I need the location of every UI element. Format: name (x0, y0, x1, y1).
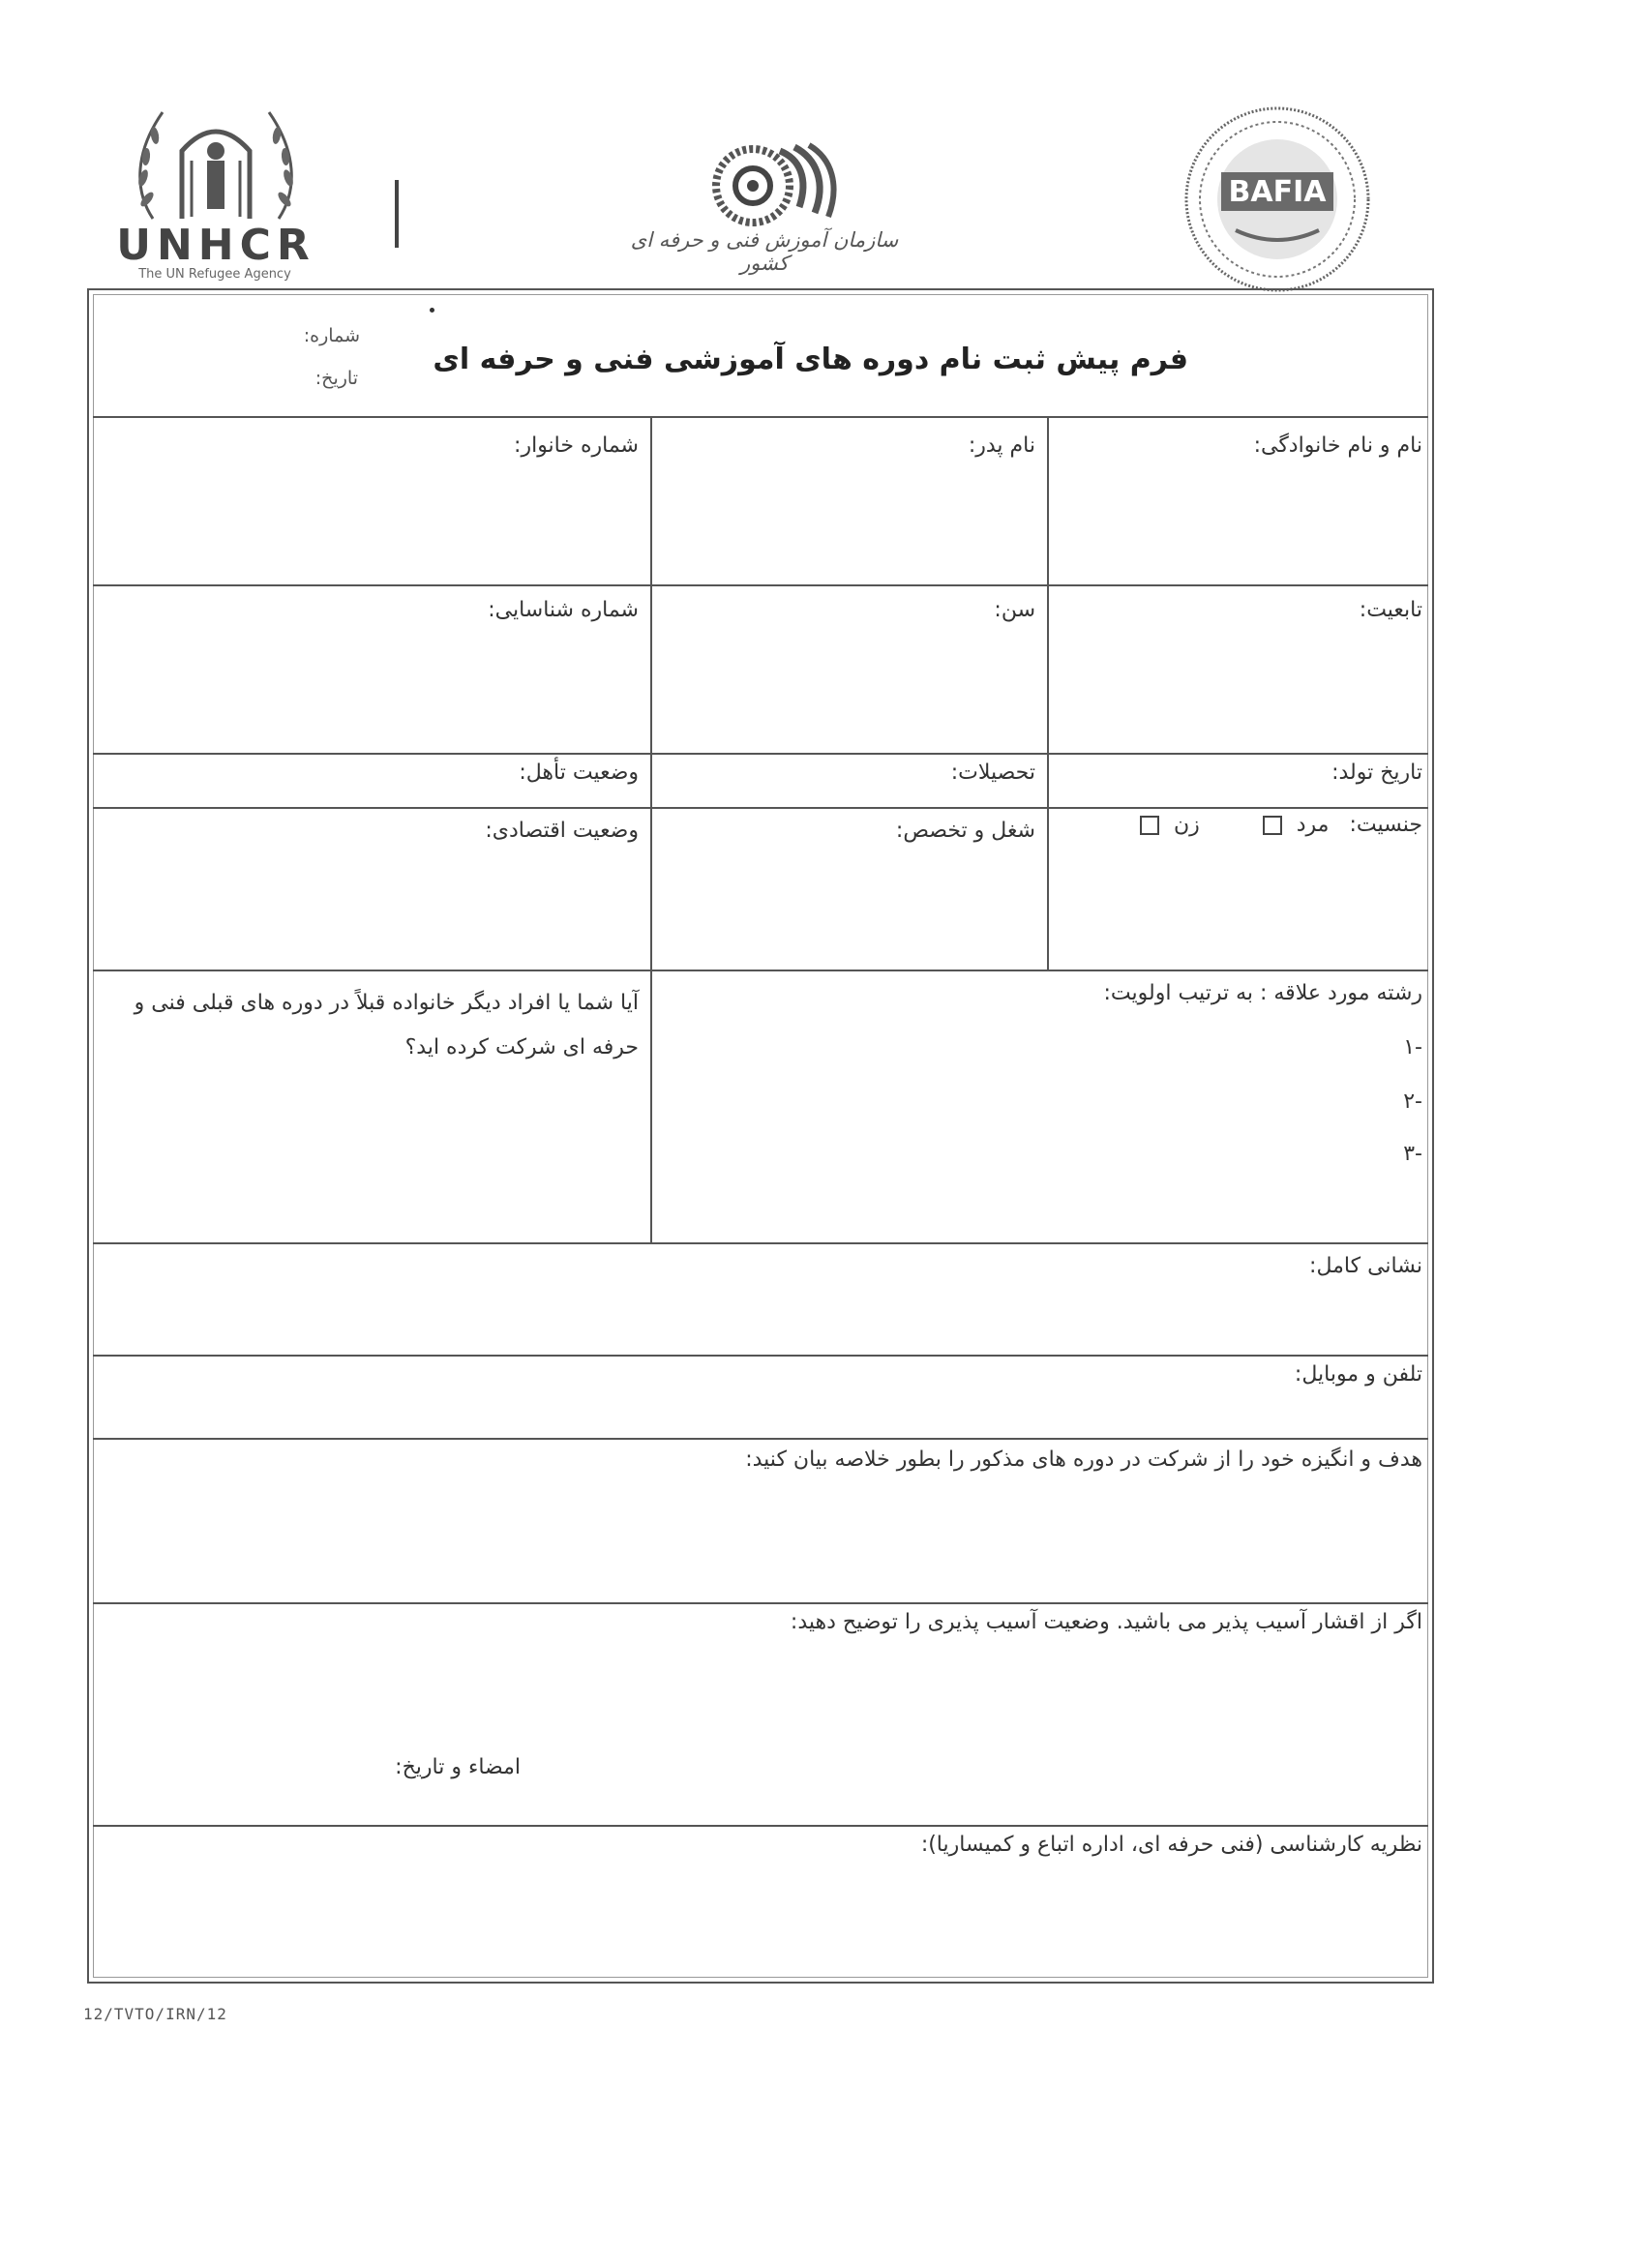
divider-row4 (93, 970, 1428, 971)
col-divider-left (650, 416, 652, 971)
father-name-label: نام پدر: (968, 433, 1035, 458)
previous-participation-question: آیا شما یا افراد دیگر خانواده قبلاً در دوره های قبلی فنی و حرفه ای شرکت کرده اید؟ (134, 991, 639, 1059)
economic-status-label: وضعیت اقتصادی: (485, 819, 639, 843)
unhcr-wordmark: UNHCR (116, 221, 315, 270)
bafa-seal-icon (1182, 104, 1372, 294)
divider-row2 (93, 753, 1428, 755)
signature-date-label: امضاء و تاریخ: (395, 1755, 521, 1779)
divider-title (93, 416, 1428, 418)
col-divider-row5 (650, 970, 652, 1242)
gender-male-checkbox[interactable] (1263, 816, 1282, 835)
gender-male-label: مرد (1296, 813, 1330, 837)
divider-row1 (93, 584, 1428, 586)
form-frame-inner (93, 294, 1428, 1978)
dot-mark (430, 308, 434, 313)
unhcr-tagline: The UN Refugee Agency (138, 267, 291, 282)
motivation-label: هدف و انگیزه خود را از شرکت در دوره های مذکور را بطور خلاصه بیان کنید: (745, 1447, 1422, 1472)
divider-row3 (93, 807, 1428, 809)
tvto-organization-name: سازمان آموزش فنی و حرفه ای کشور (630, 228, 899, 275)
gender-field (1132, 813, 1422, 837)
interest-item-3: -۳ (1403, 1142, 1422, 1166)
full-name-label: نام و نام خانوادگی: (1253, 433, 1422, 458)
age-label: سن: (994, 598, 1035, 622)
id-number-label: شماره شناسایی: (488, 598, 639, 622)
form-date-label: تاریخ: (314, 368, 358, 389)
divider-phone (93, 1438, 1428, 1440)
education-label: تحصیلات: (950, 761, 1035, 785)
marital-status-label: وضعیت تأهل: (519, 761, 639, 785)
gender-label: جنسیت: (1349, 813, 1422, 837)
gender-female-checkbox[interactable] (1140, 816, 1159, 835)
divider-vulnerable (93, 1825, 1428, 1827)
occupation-label: شغل و تخصص: (895, 819, 1035, 843)
gender-female-label: زن (1173, 813, 1200, 837)
divider-goal (93, 1602, 1428, 1604)
form-number-label: شماره: (303, 325, 360, 346)
household-number-label: شماره خانوار: (514, 433, 639, 458)
interest-field-label: رشته مورد علاقه : به ترتیب اولویت: (1103, 981, 1422, 1005)
header-divider (395, 180, 399, 248)
phone-mobile-label: تلفن و موبایل: (1294, 1362, 1422, 1387)
birth-date-label: تاریخ تولد: (1331, 761, 1422, 785)
expert-opinion-label: نظریه کارشناسی (فنی حرفه ای، اداره اتباع و کمیساریا): (920, 1833, 1422, 1857)
form-code: 12/TVTO/IRN/12 (83, 2005, 227, 2023)
divider-address (93, 1355, 1428, 1357)
col-divider-right (1047, 416, 1049, 971)
nationality-label: تابعیت: (1359, 598, 1422, 622)
interest-item-2: -۲ (1403, 1089, 1422, 1114)
bafa-word: BAFIA (1228, 175, 1327, 209)
vulnerability-label: اگر از اقشار آسیب پذیر می باشید. وضعیت آسیب پذیری را توضیح دهید: (790, 1610, 1422, 1634)
divider-row5 (93, 1242, 1428, 1244)
interest-item-1: -۱ (1403, 1035, 1422, 1059)
form-title: فرم پیش ثبت نام دوره های آموزشی فنی و حرفه ای (433, 343, 1188, 376)
full-address-label: نشانی کامل: (1309, 1254, 1422, 1278)
